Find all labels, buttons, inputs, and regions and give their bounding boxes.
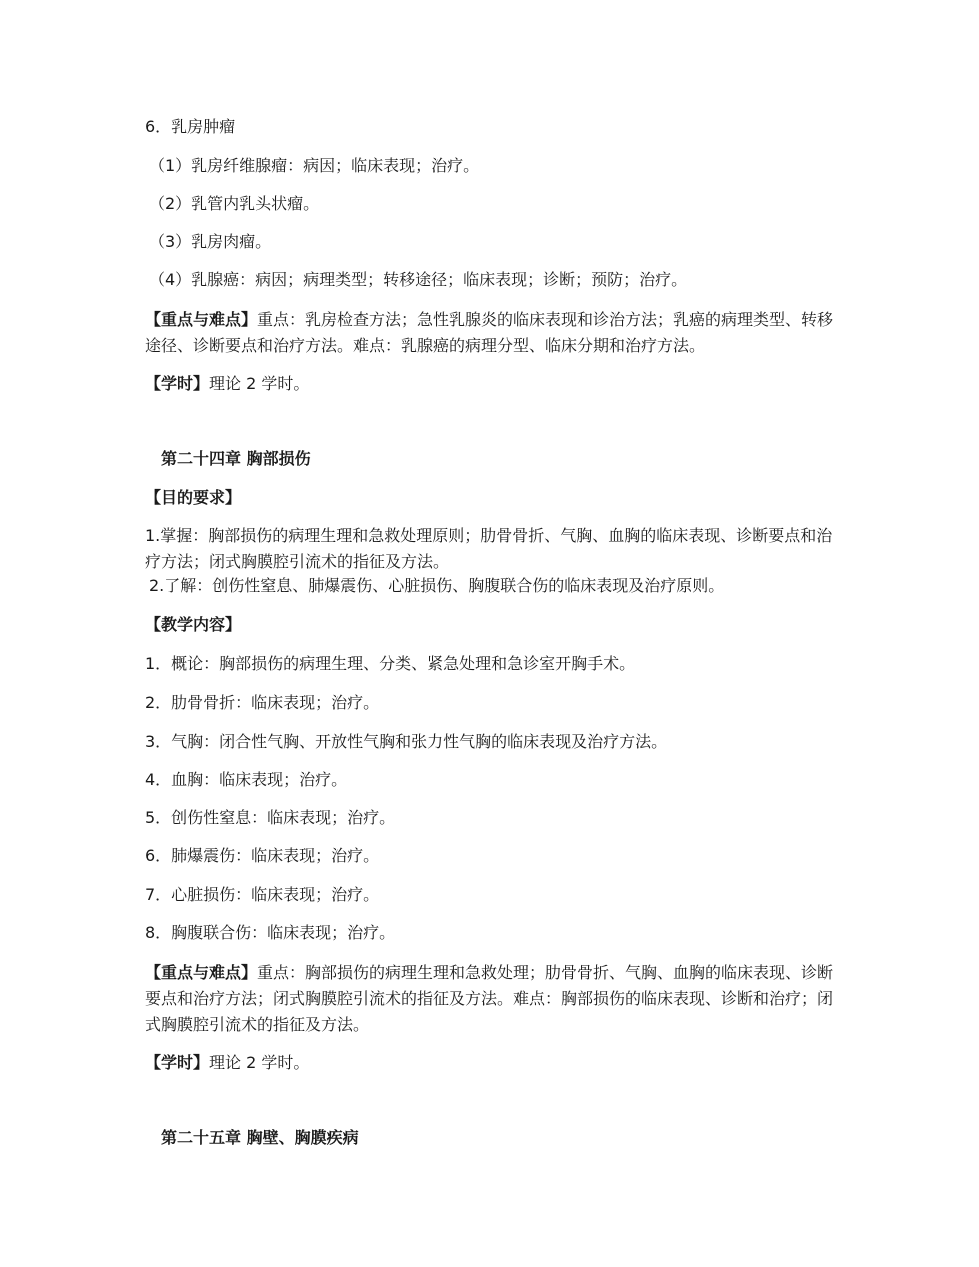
key-points-label: 【重点与难点】: [145, 963, 258, 982]
key-points-text: 重点：胸部损伤的病理生理和急救处理；肋骨骨折、气胸、血胸的临床表现、诊断要点和治疗方法；闭式胸膜腔引流术的指征及方法。难点：胸部损伤的临床表现、诊断和治疗；闭式胸膜腔引流术的指征及方法。: [145, 963, 834, 1034]
objective-item: 2.了解：创伤性窒息、肺爆震伤、心脏损伤、胸腹联合伤的临床表现及治疗原则。: [149, 576, 725, 595]
section-heading: 6．乳房肿瘤: [145, 117, 236, 136]
content-label: 【教学内容】: [145, 615, 242, 634]
hours-paragraph: [145, 371, 845, 397]
list-item: 2．肋骨骨折：临床表现；治疗。: [145, 693, 380, 712]
list-item: 1．概论：胸部损伤的病理生理、分类、紧急处理和急诊室开胸手术。: [145, 654, 636, 673]
list-item: 4．血胸：临床表现；治疗。: [145, 770, 348, 789]
list-item: （2）乳管内乳头状瘤。: [149, 194, 320, 213]
list-item: （4）乳腺癌：病因；病理类型；转移途径；临床表现；诊断；预防；治疗。: [149, 270, 688, 289]
hours-label: 【学时】: [145, 374, 210, 393]
chapter-title: 第二十五章 胸壁、胸膜疾病: [161, 1128, 359, 1147]
list-item: 6．肺爆震伤：临床表现；治疗。: [145, 846, 380, 865]
key-points-label: 【重点与难点】: [145, 310, 258, 329]
hours-text: 理论 2 学时。: [209, 374, 310, 393]
objectives-label: 【目的要求】: [145, 488, 242, 507]
objective-item: 1.掌握：胸部损伤的病理生理和急救处理原则；肋骨骨折、气胸、血胸的临床表现、诊断要点和治疗方法；闭式胸膜腔引流术的指征及方法。: [145, 526, 833, 571]
hours-text: 理论 2 学时。: [209, 1053, 310, 1072]
list-item: 3．气胸：闭合性气胸、开放性气胸和张力性气胸的临床表现及治疗方法。: [145, 732, 668, 751]
key-points-text: 重点：乳房检查方法；急性乳腺炎的临床表现和诊治方法；乳癌的病理类型、转移途径、诊断要点和治疗方法。难点：乳腺癌的病理分型、临床分期和治疗方法。: [145, 310, 834, 355]
list-item: 5．创伤性窒息：临床表现；治疗。: [145, 808, 396, 827]
key-points-paragraph: [145, 307, 845, 359]
key-points-paragraph: [145, 960, 845, 1038]
hours-paragraph: [145, 1050, 845, 1076]
chapter-title: 第二十四章 胸部损伤: [161, 449, 311, 468]
list-item: 8．胸腹联合伤：临床表现；治疗。: [145, 923, 396, 942]
list-item: 7．心脏损伤：临床表现；治疗。: [145, 885, 380, 904]
list-item: （3）乳房肉瘤。: [149, 232, 272, 251]
list-item: （1）乳房纤维腺瘤：病因；临床表现；治疗。: [149, 156, 480, 175]
hours-label: 【学时】: [145, 1053, 210, 1072]
